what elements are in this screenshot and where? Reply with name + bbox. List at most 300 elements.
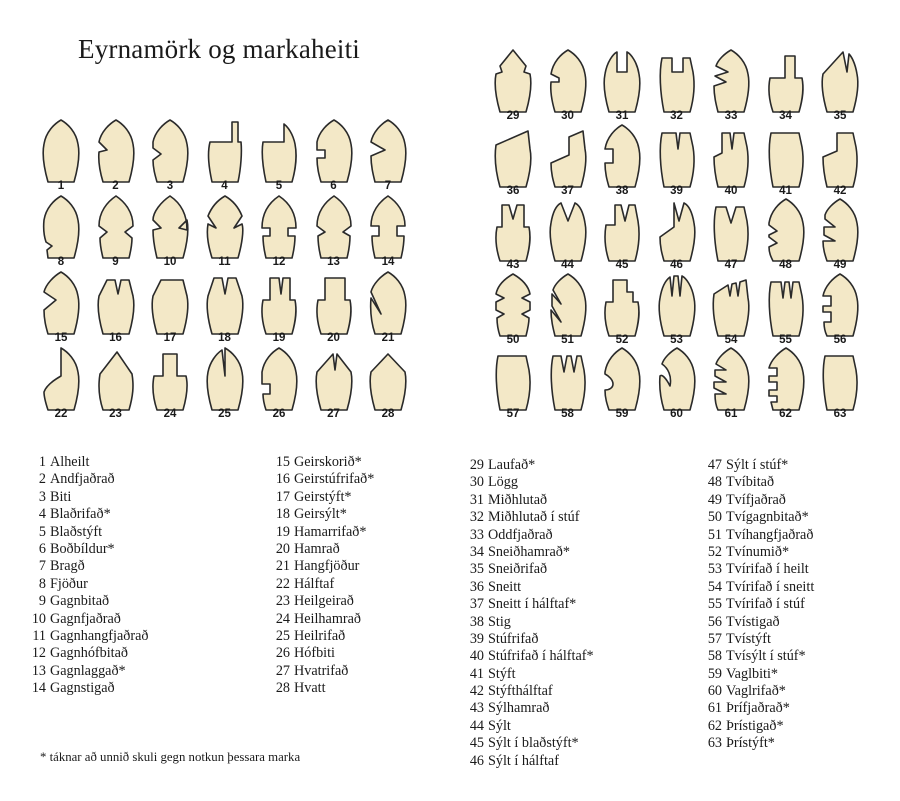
ear-shape-blad_styft [252,118,306,184]
ear-shape-sneitt [486,123,540,189]
legend-item-56 [700,614,814,631]
ear-mark-number: 38 [615,184,629,197]
ear-mark-62 [759,346,813,426]
ear-shape-heilhamr [143,346,197,412]
ear-mark-15 [34,270,88,350]
legend-number: 52 [707,543,722,560]
ear-mark-number: 27 [327,408,340,420]
legend-label: Oddfjaðrað [488,526,553,543]
ear-shape-sylthalf [650,197,704,263]
ear-shape-blad_rif [198,118,252,184]
legend-label: Stýfthálftaf [488,683,553,700]
ear-mark-number: 42 [833,184,847,197]
ear-outline [550,50,585,112]
ear-shape-syltblad [595,197,649,263]
ear-mark-5 [252,118,306,198]
ear-outline [495,131,531,187]
ear-outline [152,280,188,334]
legend-number: 27 [275,662,290,679]
ear-outline [714,50,749,112]
ear-mark-number: 43 [506,259,520,271]
ear-shape-vaglbiti [595,346,649,412]
legend-item-15 [268,454,374,471]
legend-number: 7 [38,558,46,575]
legend-label: Stig [488,613,511,630]
legend-label: Sýlt [488,717,511,734]
ear-outline [604,52,640,112]
legend-column-1 [24,454,148,697]
ear-mark-19 [252,270,306,350]
ear-outline [769,199,804,261]
ear-mark-37 [541,123,595,203]
legend-number: 13 [31,662,46,679]
ear-mark-50 [486,272,540,352]
legend-label: Gagnstigað [50,680,115,697]
legend-number: 24 [275,610,290,627]
legend-number: 32 [469,509,484,526]
ear-shape-laufad [486,48,540,114]
legend-item-18 [268,506,374,523]
ear-mark-grid-right [486,48,876,428]
legend-item-46 [462,753,594,770]
ear-outline [769,282,803,336]
ear-outline [660,58,694,112]
ear-outline [605,280,639,336]
ear-mark-29 [486,48,540,128]
ear-shape-sneidrif [813,48,867,114]
ear-shape-tvirifsneitt [704,272,758,338]
legend-item-22 [268,576,374,593]
legend-number: 57 [707,630,722,647]
legend-item-42 [462,683,594,700]
legend-number: 63 [707,735,722,752]
ear-mark-number: 46 [670,259,683,271]
ear-mark-number: 8 [57,256,65,268]
ear-outline [769,348,804,410]
legend-label: Gagnbitað [50,593,110,610]
legend-label: Geirstýft* [294,488,352,505]
ear-mark-number: 16 [109,332,122,344]
ear-mark-number: 19 [272,332,286,344]
ear-outline [495,50,531,112]
ear-shape-gagnfjad [143,194,197,260]
ear-outline [714,207,748,261]
legend-label: Bragð [50,558,85,575]
ear-mark-number: 63 [833,408,847,420]
ear-mark-number: 5 [275,180,283,192]
ear-shape-tvinum [595,272,649,338]
legend-label: Fjöður [50,575,88,592]
ear-mark-number: 9 [112,256,119,268]
ear-mark-57 [486,346,540,426]
ear-outline [605,205,639,261]
legend-number: 6 [38,540,46,557]
ear-shape-geirskor [34,270,88,336]
ear-mark-49 [813,197,867,277]
ear-shape-biti_left [143,118,197,184]
legend-label: Miðhlutað í stúf [488,509,580,526]
legend-label: Tvíbitað [726,474,775,491]
ear-shape-gagnlagg [307,194,361,260]
legend-item-39 [462,631,594,648]
ear-mark-60 [650,346,704,426]
ear-mark-40 [704,123,758,203]
legend-item-24 [268,611,374,628]
legend-label: Gagnhangfjaðrað [50,627,149,644]
legend-item-9 [24,593,148,610]
legend-label: Stúfrifað [488,630,539,647]
ear-mark-number: 29 [506,110,520,122]
ear-shape-sneitthalf [541,123,595,189]
ear-mark-7 [361,118,415,198]
legend-label: Laufað* [488,457,536,473]
ear-mark-33 [704,48,758,128]
legend-item-32 [462,509,594,526]
ear-outline [551,274,586,336]
ear-mark-number: 47 [724,259,738,271]
legend-number: 5 [38,523,46,540]
legend-item-49 [700,492,814,509]
ear-mark-number: 21 [381,332,395,344]
legend-item-10 [24,611,148,628]
ear-shape-bod [307,118,361,184]
legend-label: Lögg [488,474,518,491]
legend-number: 21 [275,558,290,575]
legend-number: 53 [707,561,722,578]
legend-number: 60 [707,683,722,700]
ear-outline [496,356,530,410]
ear-shape-heilrif [198,346,252,412]
legend-item-4 [24,506,148,523]
legend-column-2 [268,454,374,697]
ear-mark-53 [650,272,704,352]
ear-mark-number: 6 [330,180,337,192]
ear-mark-18 [198,270,252,350]
ear-mark-23 [89,346,143,426]
ear-mark-number: 41 [779,184,792,197]
ear-shape-gagnstig [361,194,415,260]
ear-mark-number: 34 [779,110,792,122]
ear-mark-number: 24 [163,408,177,420]
ear-outline [153,196,188,258]
legend-item-43 [462,700,594,717]
ear-outline [44,272,79,334]
legend-number: 30 [469,474,484,491]
ear-mark-38 [595,123,649,203]
ear-mark-61 [704,346,758,426]
ear-mark-21 [361,270,415,350]
ear-mark-20 [307,270,361,350]
legend-label: Tvírifað í stúf [726,596,805,613]
ear-outline [660,203,695,261]
ear-mark-number: 12 [272,256,286,268]
ear-mark-number: 15 [54,332,68,344]
legend-number: 10 [31,610,46,627]
ear-mark-63 [813,346,867,426]
legend-item-53 [700,561,814,578]
ear-mark-number: 36 [506,184,520,197]
legend-label: Hálftaf [294,575,335,592]
ear-outline [496,205,530,261]
ear-shape-sneidhamr [759,48,813,114]
ear-outline [713,280,749,336]
legend-label: Heilhamrað [294,610,361,627]
ear-outline [605,125,640,187]
legend-label: Sneitt í hálftaf* [488,596,577,613]
legend-item-5 [24,524,148,541]
ear-shape-sylt [541,197,595,263]
legend-item-11 [24,628,148,645]
legend-number: 4 [38,506,46,523]
legend-item-12 [24,645,148,662]
legend-number: 62 [707,717,722,734]
legend-number: 15 [275,454,290,470]
ear-mark-number: 54 [724,333,738,346]
ear-outline [99,352,133,410]
ear-mark-number: 59 [615,408,629,420]
ear-outline [153,120,188,182]
legend-label: Tvíhangfjaðrað [726,526,814,543]
ear-outline [550,203,586,261]
ear-shape-logg [541,48,595,114]
legend-item-8 [24,576,148,593]
legend-label: Hófbiti [294,645,335,662]
ear-mark-22 [34,346,88,426]
legend-item-36 [462,579,594,596]
legend-item-55 [700,596,814,613]
ear-shape-stufrifhalf [704,123,758,189]
legend-item-51 [700,527,814,544]
ear-shape-stufrif [650,123,704,189]
legend-label: Sýlhamrað [488,700,550,717]
legend-item-31 [462,492,594,509]
ear-mark-26 [252,346,306,426]
ear-outline [207,278,243,334]
legend-column-4 [700,457,814,753]
legend-number: 26 [275,645,290,662]
ear-mark-number: 49 [833,259,847,271]
ear-mark-number: 2 [112,180,119,192]
ear-mark-number: 51 [561,333,574,346]
ear-mark-number: 58 [561,408,574,420]
legend-number: 56 [707,613,722,630]
legend-number: 33 [469,526,484,543]
ear-mark-46 [650,197,704,277]
ear-mark-48 [759,197,813,277]
ear-mark-39 [650,123,704,203]
legend-item-37 [462,596,594,613]
ear-shape-sylhamr [486,197,540,263]
ear-mark-number: 62 [779,408,792,420]
ear-mark-11 [198,194,252,274]
legend-number: 44 [469,717,484,734]
ear-mark-55 [759,272,813,352]
ear-mark-number: 11 [218,256,231,268]
ear-outline [714,348,749,410]
ear-mark-number: 1 [57,180,65,192]
ear-shape-gagnbit [89,194,143,260]
legend-number: 18 [275,506,290,523]
footnote: * táknar að unnið skuli gegn notkun þessara marka [40,750,301,764]
legend-label: Tvínumið* [726,543,790,560]
legend-number: 16 [275,471,290,488]
legend-item-38 [462,614,594,631]
legend-number: 38 [469,613,484,630]
ear-mark-number: 56 [833,333,847,346]
legend-number: 51 [707,526,722,543]
ear-mark-32 [650,48,704,128]
ear-shape-thristig [759,346,813,412]
legend-number: 39 [469,630,484,647]
legend-item-28 [268,680,374,697]
ear-mark-36 [486,123,540,203]
ear-shape-thrifjad [704,346,758,412]
ear-mark-number: 3 [166,180,174,192]
ear-shape-hvatrif [307,346,361,412]
ear-outline [823,356,857,410]
ear-shape-tvisylt [541,346,595,412]
ear-mark-number: 23 [109,408,122,420]
legend-number: 46 [469,752,484,769]
legend-label: Þrífjaðrað* [726,700,790,717]
legend-number: 9 [38,593,46,610]
ear-mark-2 [89,118,143,198]
ear-shape-geirsylt [198,270,252,336]
ear-shape-plain [34,118,88,184]
ear-mark-24 [143,346,197,426]
ear-shape-syltstuf [704,197,758,263]
legend-label: Gagnfjaðrað [50,610,121,627]
legend-label: Hangfjöður [294,558,360,575]
ear-mark-number: 60 [670,408,683,420]
legend-item-6 [24,541,148,558]
ear-mark-25 [198,346,252,426]
legend-label: Tvírifað í heilt [726,561,809,578]
legend-item-62 [700,718,814,735]
ear-shape-tvistyft [486,346,540,412]
ear-outline [44,196,79,258]
legend-label: Sneitt [488,578,522,595]
ear-mark-number: 25 [218,408,231,420]
legend-item-29 [462,457,594,474]
legend-number: 14 [31,680,46,697]
legend-item-21 [268,558,374,575]
ear-mark-number: 55 [779,333,792,346]
legend-number: 55 [707,596,722,613]
legend-number: 12 [31,645,46,662]
legend-item-57 [700,631,814,648]
legend-label: Þrístigað* [726,717,784,734]
ear-outline [714,133,748,187]
ear-shape-tvigagn [486,272,540,338]
legend-item-45 [462,735,594,752]
legend-number: 25 [275,627,290,644]
ear-shape-gagnhang [198,194,252,260]
legend-item-27 [268,663,374,680]
legend-item-3 [24,489,148,506]
ear-outline [371,272,406,334]
ear-mark-27 [307,346,361,426]
ear-mark-54 [704,272,758,352]
ear-shape-halftaf [34,346,88,412]
ear-outline [43,120,79,182]
legend-label: Geirsýlt* [294,506,347,523]
legend-label: Blaðrifað* [50,506,111,523]
legend-number: 50 [707,509,722,526]
legend-label: Tvístigað [726,613,780,630]
legend-number: 23 [275,593,290,610]
ear-mark-45 [595,197,649,277]
legend-number: 17 [275,488,290,505]
legend-number: 19 [275,523,290,540]
ear-outline [317,120,352,182]
legend-label: Vaglrifað* [726,683,786,700]
legend-item-63 [700,735,814,752]
legend-label: Tvífjaðrað [726,491,786,508]
ear-shape-stig [595,123,649,189]
legend-label: Andfjaðrað [50,471,115,488]
ear-mark-16 [89,270,143,350]
legend-number: 35 [469,561,484,578]
ear-outline [99,196,133,258]
legend-number: 54 [707,578,722,595]
legend-item-1 [24,454,148,471]
ear-outline [262,124,296,182]
legend-label: Boðbíldur* [50,540,115,557]
legend-item-14 [24,680,148,697]
legend-label: Stýft [488,665,516,682]
legend-item-48 [700,474,814,491]
legend-label: Tvísýlt í stúf* [726,648,806,665]
ear-shape-thristyft [813,346,867,412]
legend-number: 31 [469,491,484,508]
ear-mark-grid-left [34,118,424,420]
legend-label: Stúfrifað í hálftaf* [488,648,594,665]
legend-item-58 [700,648,814,665]
ear-shape-hamrad [307,270,361,336]
legend-number: 22 [275,575,290,592]
legend-number: 28 [275,680,290,697]
ear-mark-41 [759,123,813,203]
ear-mark-4 [198,118,252,198]
ear-mark-1 [34,118,88,198]
legend-label: Miðhlutað [488,491,548,508]
legend-number: 36 [469,578,484,595]
ear-shape-midhlut [595,48,649,114]
legend-item-61 [700,700,814,717]
ear-outline [496,274,530,336]
ear-outline [823,133,857,187]
legend-item-17 [268,489,374,506]
legend-item-19 [268,524,374,541]
ear-mark-35 [813,48,867,128]
ear-mark-number: 50 [506,333,520,346]
legend-item-35 [462,561,594,578]
ear-mark-58 [541,346,595,426]
legend-item-7 [24,558,148,575]
ear-shape-hofbiti [252,346,306,412]
legend-number: 43 [469,700,484,717]
ear-outline [769,133,803,187]
legend-item-33 [462,527,594,544]
ear-outline [370,354,406,410]
legend-item-41 [462,666,594,683]
legend-label: Sneiðhamrað* [488,543,570,560]
ear-outline [659,348,694,410]
ear-outline [317,278,351,334]
ear-outline [44,348,79,410]
ear-mark-56 [813,272,867,352]
